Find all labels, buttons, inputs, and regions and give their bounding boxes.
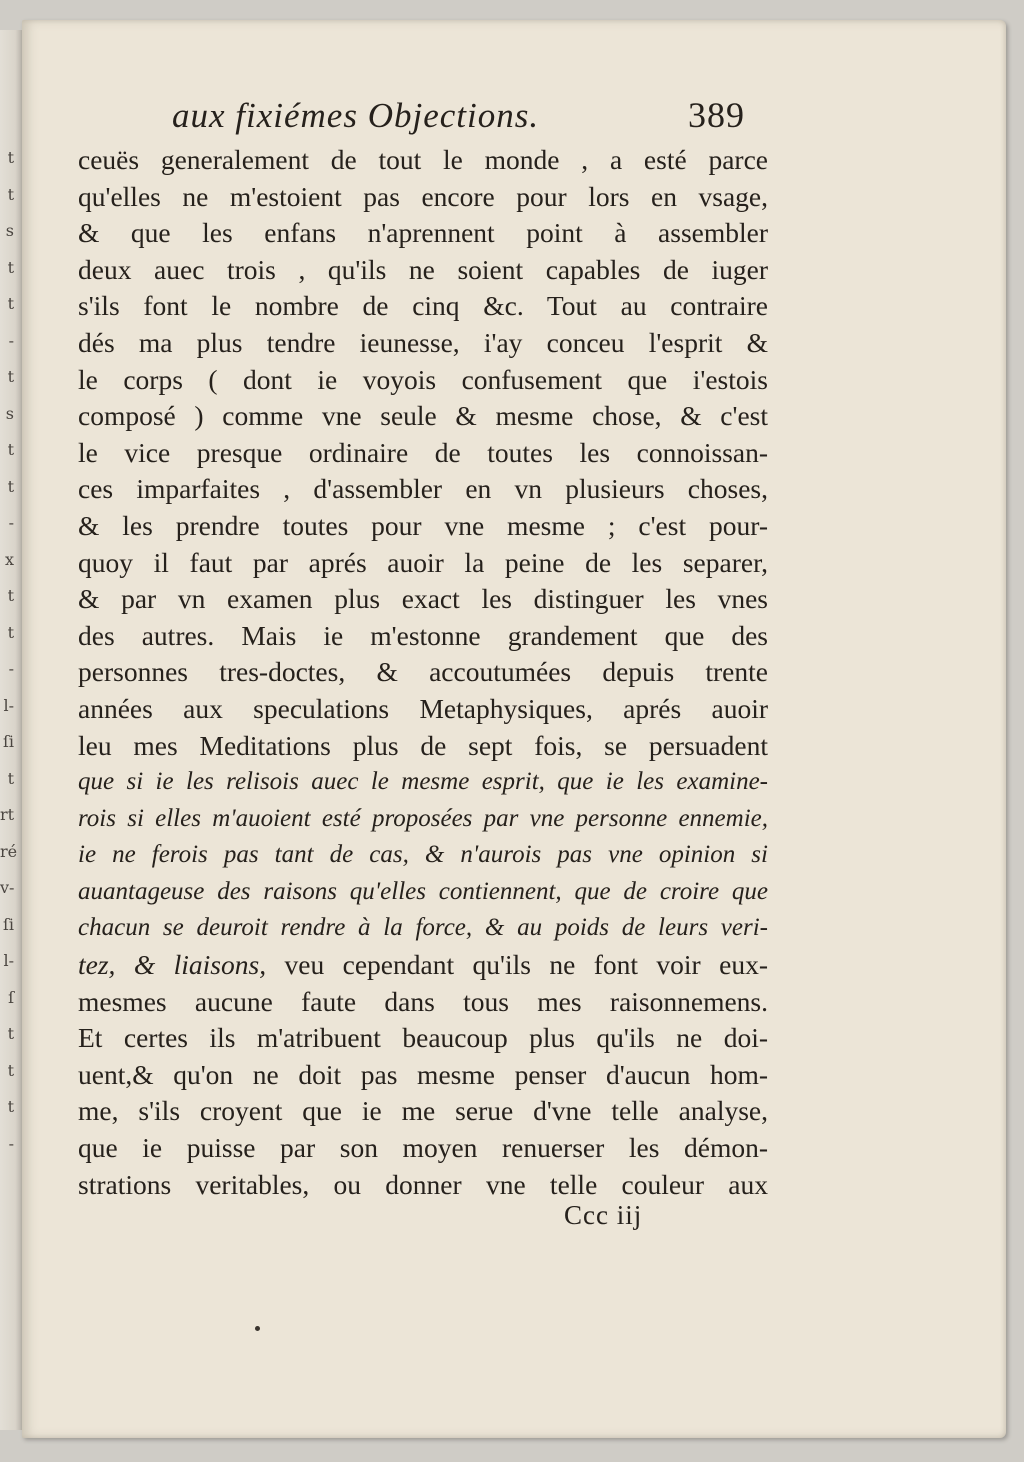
text-line: s'ils font le nombre de cinq &c. Tout au contraire xyxy=(78,290,768,322)
text-line: quoy il faut par aprés auoir la peine de les separer, xyxy=(78,546,768,578)
previous-page-fragment: t xyxy=(7,768,14,788)
text-line: années aux speculations Metaphysiques, aprés auoir xyxy=(78,692,768,724)
text-line: dés ma plus tendre ieunesse, i'ay conceu l'esprit & xyxy=(78,326,768,358)
text-line: auantageuse des raisons qu'elles contiennent, que de croire que xyxy=(78,877,768,905)
text-line: le corps ( dont ie voyois confusement que i'estois xyxy=(78,363,768,395)
ink-speck xyxy=(255,1326,260,1331)
text-line: me, s'ils croyent que ie me serue d'vne telle analyse, xyxy=(78,1095,768,1127)
previous-page-fragment: t xyxy=(7,148,14,167)
previous-page-fragment: rt xyxy=(0,805,15,824)
previous-page-fragment: t xyxy=(7,257,14,277)
text-line: strations veritables, ou donner vne telle couleur aux xyxy=(78,1168,768,1200)
text-line: & par vn examen plus exact les distinguer les vnes xyxy=(78,583,768,615)
text-line: des autres. Mais ie m'estonne grandement que des xyxy=(78,619,768,651)
text-line: & que les enfans n'aprennent point à assembler xyxy=(78,217,768,249)
previous-page-fragment: t xyxy=(7,294,14,313)
signature-mark: Ccc iij xyxy=(564,1200,643,1230)
previous-page-fragment: s xyxy=(5,221,14,240)
previous-page-fragment: ré xyxy=(0,841,18,861)
previous-page-fragment: x xyxy=(4,549,14,569)
text-line: leu mes Meditations plus de sept fois, se persuadent xyxy=(78,729,768,761)
previous-page-fragment: s xyxy=(5,403,14,423)
previous-page-fragment: t xyxy=(7,440,14,459)
previous-page-fragment: t xyxy=(7,1097,14,1116)
previous-page-fragment: ſ xyxy=(8,987,14,1007)
previous-page-fragment: - xyxy=(8,659,14,678)
text-line: Et certes ils m'atribuent beaucoup plus qu'ils ne doi- xyxy=(78,1022,768,1054)
italic-fragment: tez, & liaisons, xyxy=(78,949,285,981)
previous-page-fragment: t xyxy=(7,622,14,642)
text-line: chacun se deuroit rendre à la force, & au poids de leurs veri- xyxy=(78,914,768,942)
body-text xyxy=(78,142,768,1203)
previous-page-fragment: t xyxy=(7,1060,14,1080)
previous-page-fragment: l- xyxy=(3,951,14,970)
text-line: que ie puisse par son moyen renuerser les démon- xyxy=(78,1132,768,1164)
text-line: & les prendre toutes pour vne mesme ; c'est pour- xyxy=(78,509,768,541)
text-line: que si ie les relisois auec le mesme esprit, que ie les examine- xyxy=(78,768,768,796)
text-line: ie ne ferois pas tant de cas, & n'aurois pas vne opinion si xyxy=(78,841,768,869)
previous-page-fragment: l- xyxy=(3,695,14,715)
previous-page-fragment: t xyxy=(7,476,14,496)
previous-page-fragment: - xyxy=(8,1133,14,1153)
text-line: mesmes aucune faute dans tous mes raisonnemens. xyxy=(78,985,768,1017)
previous-page-fragment: v- xyxy=(0,878,15,897)
text-line: qu'elles ne m'estoient pas encore pour lors en vsage, xyxy=(78,180,768,212)
text-line: uent,& qu'on ne doit pas mesme penser d'aucun hom- xyxy=(78,1058,768,1090)
text-line: ces imparfaites , d'assembler en vn plusieurs choses, xyxy=(78,473,768,505)
text-line: le vice presque ordinaire de toutes les connoissan- xyxy=(78,436,768,468)
page-number: 389 xyxy=(688,95,745,135)
previous-page-fragment: ſi xyxy=(2,732,14,751)
text-line: rois si elles m'auoient esté proposées par vne personne ennemie, xyxy=(78,804,768,832)
previous-page-fragment: ſi xyxy=(2,914,14,934)
previous-page-fragment: t xyxy=(7,1024,14,1043)
page-389 xyxy=(22,20,1006,1438)
text-line: deux auec trois , qu'ils ne soient capables de iuger xyxy=(78,253,768,285)
text-line: composé ) comme vne seule & mesme chose, & c'est xyxy=(78,400,768,432)
previous-page-fragment: - xyxy=(8,513,14,532)
previous-page-fragment: t xyxy=(7,367,14,386)
text-line: tez, & liaisons, veu cependant qu'ils ne font voir eux- xyxy=(78,949,768,981)
previous-page-fragment: t xyxy=(7,184,14,204)
text-line: ceuës generalement de tout le monde , a esté parce xyxy=(78,144,768,175)
text-line: personnes tres-doctes, & accoutumées depuis trente xyxy=(78,656,768,688)
running-head: aux fixiémes Objections. xyxy=(172,96,540,135)
previous-page-letter-fragments xyxy=(0,140,18,1162)
previous-page-fragment: - xyxy=(8,330,14,350)
previous-page-fragment: t xyxy=(7,586,14,605)
